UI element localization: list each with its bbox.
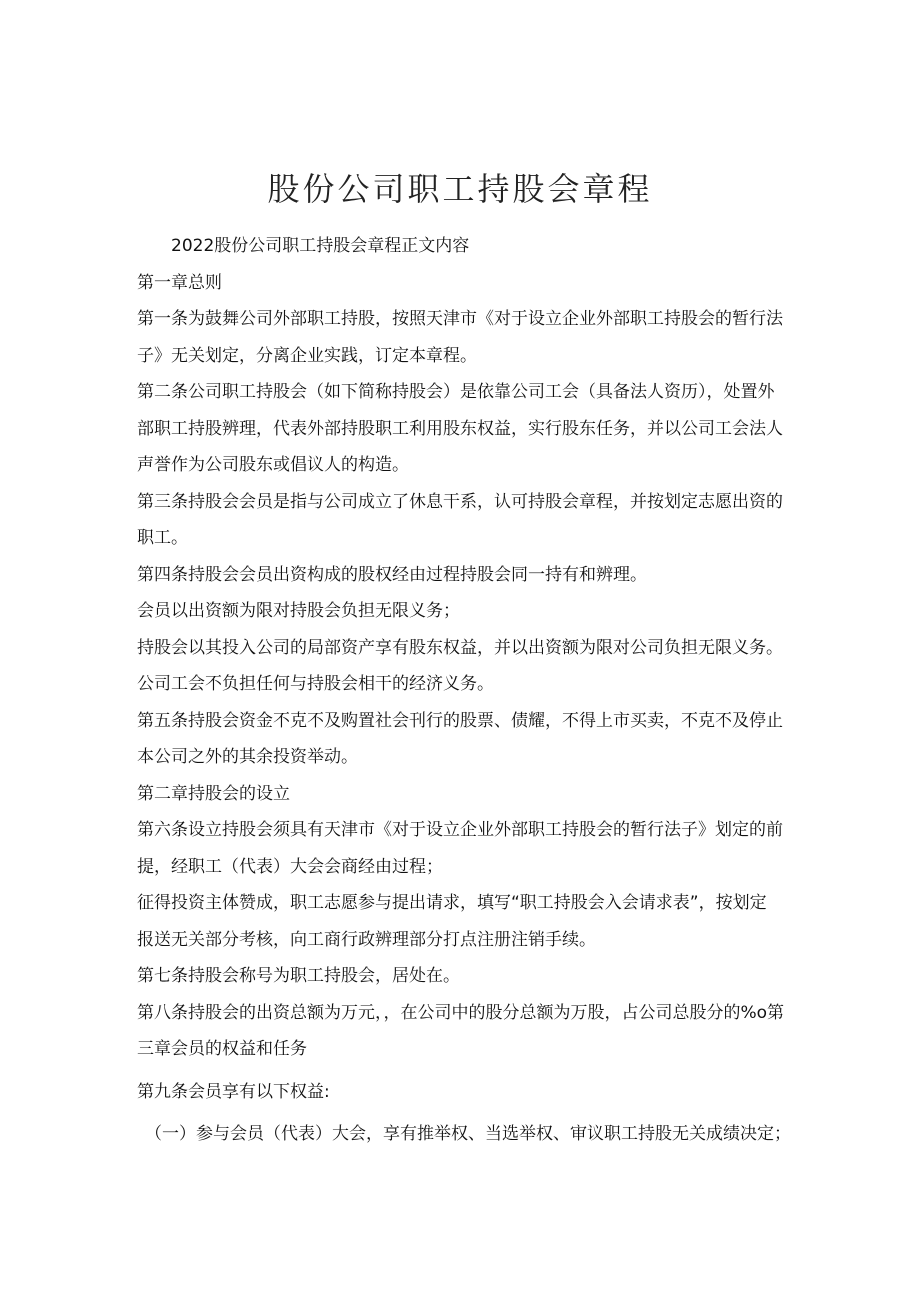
paragraph-line: 第四条持股会会员出资构成的股权经由过程持股会同一持有和辨理。 bbox=[137, 564, 647, 585]
paragraph-line: 部职工持股辨理，代表外部持股职工利用股东权益，实行股东任务，并以公司工会法人 bbox=[137, 418, 783, 439]
paragraph-line: 会员以出资额为限对持股会负担无限义务； bbox=[137, 601, 460, 621]
paragraph-line: 第五条持股会资金不克不及购置社会刊行的股票、债耀，不得上市买卖，不克不及停止 bbox=[137, 710, 783, 731]
paragraph-line: 公司工会不负担任何与持股会相干的经济义务。 bbox=[137, 674, 494, 694]
paragraph-line: 声誉作为公司股东或倡议人的构造。 bbox=[137, 455, 409, 475]
paragraph-line: 提，经职工（代表）大会会商经由过程； bbox=[137, 856, 443, 877]
document-body bbox=[137, 228, 797, 1153]
paragraph-line: 第三条持股会会员是指与公司成立了休息干系，认可持股会章程，并按划定志愿出资的 bbox=[137, 491, 783, 512]
document-title: 股份公司职工持股会章程 bbox=[267, 170, 653, 209]
paragraph-line: 第七条持股会称号为职工持股会，居处在。 bbox=[137, 966, 460, 986]
paragraph-line: 报送无关部分考核，向工商行政辨理部分打点注册注销手续。 bbox=[137, 929, 596, 950]
paragraph-line: 子》无关划定，分离企业实践，订定本章程。 bbox=[137, 345, 477, 366]
paragraph-line: 第二条公司职工持股会（如下简称持股会）是依靠公司工会（具备法人资历），处置外 bbox=[137, 382, 775, 402]
paragraph-line: 持股会以其投入公司的局部资产享有股东权益，并以出资额为限对公司负担无限义务。 bbox=[137, 637, 783, 658]
paragraph-line: 第六条设立持股会须具有天津市《对于设立企业外部职工持股会的暂行法子》划定的前 bbox=[137, 820, 783, 840]
paragraph-line: 三章会员的权益和任务 bbox=[137, 1039, 307, 1059]
paragraph-line: 第九条会员享有以下权益: bbox=[137, 1081, 330, 1102]
list-item: （一）参与会员（代表）大会，享有推举权、当选举权、审议职工持股无关成绩决定； bbox=[145, 1124, 791, 1144]
document-subtitle: 2022股份公司职工持股会章程正文内容 bbox=[171, 236, 470, 256]
chapter-heading: 第一章总则 bbox=[137, 272, 222, 293]
paragraph-line: 征得投资主体赞成，职工志愿参与提出请求，填写“职工持股会入会请求表”，按划定 bbox=[137, 893, 767, 913]
paragraph-line: 本公司之外的其余投资举动。 bbox=[137, 747, 358, 767]
chapter-heading: 第二章持股会的设立 bbox=[137, 783, 290, 804]
paragraph-line: 第八条持股会的出资总额为万元，，在公司中的股分总额为万股，占公司总股分的%o第 bbox=[137, 1002, 785, 1023]
paragraph-line: 职工。 bbox=[137, 528, 188, 548]
paragraph-line: 第一条为鼓舞公司外部职工持股，按照天津市《对于设立企业外部职工持股会的暂行法 bbox=[137, 309, 783, 329]
